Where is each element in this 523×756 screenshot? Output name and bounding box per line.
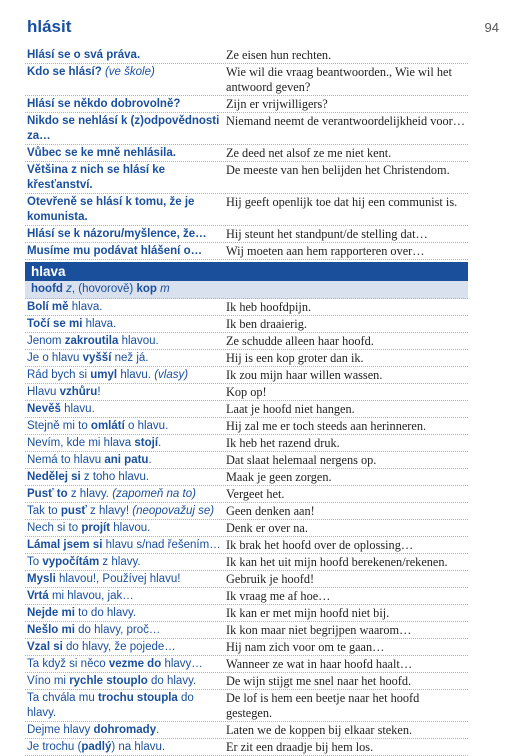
- phrase-row: [25, 418, 468, 435]
- phrase-row: [25, 656, 468, 673]
- czech-phrase: Víno mi rychle stouplo do hlavy.: [27, 675, 197, 687]
- gender-marker: m: [160, 283, 170, 295]
- dutch-translation: Maak je geen zorgen.: [226, 470, 332, 484]
- dutch-translation: Hij nam zich voor om te gaan…: [226, 640, 385, 654]
- czech-phrase: Nešlo mi do hlavy, proč…: [27, 624, 161, 636]
- dutch-translation: Zijn er vrijwilligers?: [226, 97, 328, 111]
- translation-word: kop: [136, 283, 157, 295]
- dutch-translation: Dat slaat helemaal nergens op.: [226, 453, 377, 467]
- czech-phrase: Nikdo se nehlásí k (z)odpovědnosti za…: [27, 115, 220, 142]
- czech-phrase: Nemá to hlavu ani patu.: [27, 454, 152, 466]
- phrase-row: [25, 194, 468, 226]
- phrase-row: [25, 96, 468, 113]
- czech-phrase: Dejme hlavy dohromady.: [27, 724, 160, 736]
- dutch-translation: Kop op!: [226, 385, 267, 399]
- phrase-row: [25, 588, 468, 605]
- czech-phrase: Hlásí se o svá práva.: [27, 49, 141, 61]
- dutch-translation: Hij zal me er toch steeds aan herinneren.: [226, 419, 427, 433]
- phrase-row: [25, 739, 468, 756]
- phrase-row: [25, 162, 468, 194]
- dutch-translation: Geen denken aan!: [226, 504, 315, 518]
- czech-phrase: Tak to pusť z hlavy! (neopovažuj se): [27, 505, 215, 517]
- phrase-row: [25, 243, 468, 260]
- czech-phrase: Většina z nich se hlásí ke křesťanství.: [27, 164, 166, 191]
- czech-phrase: Hlásí se k názoru/myšlence, že…: [27, 228, 207, 240]
- dutch-translation: Ik kan het uit mijn hoofd berekenen/rekenen.: [226, 555, 448, 569]
- czech-phrase: Otevřeně se hlásí k tomu, že je komunista.: [27, 196, 195, 223]
- page-number: 94: [484, 20, 499, 35]
- dutch-translation: Ze eisen hun rechten.: [226, 48, 332, 62]
- dutch-translation: Ze schudde alleen haar hoofd.: [226, 334, 374, 348]
- phrase-row: [25, 673, 468, 690]
- phrase-row: [25, 299, 468, 316]
- dutch-translation: Denk er over na.: [226, 521, 308, 535]
- czech-phrase: Jenom zakroutila hlavou.: [27, 335, 159, 347]
- phrase-row: [25, 333, 468, 350]
- dutch-translation: Ik vraag me af hoe…: [226, 589, 331, 603]
- dutch-translation: Wie wil die vraag beantwoorden., Wie wil het antwoord geven?: [226, 65, 452, 94]
- phrase-row: [25, 384, 468, 401]
- dutch-translation: De lof is hem een beetje naar het hoofd gestegen.: [226, 691, 420, 720]
- phrase-row: [25, 145, 468, 162]
- translation-word: hoofd: [31, 283, 63, 295]
- dutch-translation: Wij moeten aan hem rapporteren over…: [226, 244, 425, 258]
- phrase-row: [25, 554, 468, 571]
- phrase-row: [25, 469, 468, 486]
- dutch-translation: Ik heb het razend druk.: [226, 436, 340, 450]
- phrase-row: [25, 571, 468, 588]
- phrase-row: [25, 367, 468, 384]
- phrase-row: [25, 316, 468, 333]
- czech-phrase: Bolí mě hlava.: [27, 301, 103, 313]
- czech-phrase: Musíme mu podávat hlášení o…: [27, 245, 203, 257]
- dutch-translation: Hij geeft openlijk toe dat hij een communist is.: [226, 195, 458, 209]
- translation-register: , (hovorově): [71, 283, 134, 295]
- phrase-row: [25, 537, 468, 554]
- dutch-translation: De wijn stijgt me snel naar het hoofd.: [226, 674, 412, 688]
- entry-title: hlava: [25, 262, 468, 281]
- czech-phrase: Ta když si něco vezme do hlavy…: [27, 658, 203, 670]
- phrase-row: [25, 520, 468, 537]
- czech-phrase: Nedělej si z toho hlavu.: [27, 471, 150, 483]
- dutch-translation: Ik kon maar niet begrijpen waarom…: [226, 623, 412, 637]
- phrase-row: [25, 722, 468, 739]
- czech-phrase: Lámal jsem si hlavu s/nad řešením…: [27, 539, 221, 551]
- phrase-row: [25, 113, 468, 145]
- dutch-translation: Ik ben draaierig.: [226, 317, 307, 331]
- dutch-translation: Hij steunt het standpunt/de stelling dat…: [226, 227, 428, 241]
- dutch-translation: Ik brak het hoofd over de oplossing…: [226, 538, 414, 552]
- dutch-translation: Ik zou mijn haar willen wassen.: [226, 368, 383, 382]
- phrase-row: [25, 452, 468, 469]
- dutch-translation: Ik kan er met mijn hoofd niet bij.: [226, 606, 390, 620]
- gender-marker: z: [66, 283, 72, 295]
- czech-phrase: Vrtá mi hlavou, jak…: [27, 590, 134, 602]
- phrase-row: [25, 64, 468, 96]
- dutch-translation: Hij is een kop groter dan ik.: [226, 351, 364, 365]
- czech-phrase: Vůbec se ke mně nehlásila.: [27, 147, 176, 159]
- entry-translation: [25, 281, 468, 299]
- czech-phrase: Rád bych si umyl hlavu. (vlasy): [27, 369, 189, 381]
- phrase-row: [25, 622, 468, 639]
- czech-phrase: Je o hlavu vyšší než já.: [27, 352, 149, 364]
- czech-phrase: Nech si to projít hlavou.: [27, 522, 151, 534]
- czech-phrase: Nevěš hlavu.: [27, 403, 95, 415]
- czech-phrase: Je trochu (padlý) na hlavu.: [27, 741, 166, 753]
- dutch-translation: Ik heb hoofdpijn.: [226, 300, 312, 314]
- dutch-translation: Gebruik je hoofd!: [226, 572, 315, 586]
- czech-phrase: Kdo se hlásí? (ve škole): [27, 66, 155, 78]
- page-headword: hlásit: [27, 17, 72, 36]
- czech-phrase: Nevím, kde mi hlava stojí.: [27, 437, 162, 449]
- dutch-translation: Laat je hoofd niet hangen.: [226, 402, 355, 416]
- phrase-row: [25, 605, 468, 622]
- phrase-row: [25, 47, 468, 64]
- phrase-row: [25, 226, 468, 243]
- dutch-translation: De meeste van hen belijden het Christendom.: [226, 163, 450, 177]
- dutch-translation: Er zit een draadje bij hem los.: [226, 740, 374, 754]
- dutch-translation: Wanneer ze wat in haar hoofd haalt…: [226, 657, 413, 671]
- czech-phrase: Ta chvála mu trochu stoupla do hlavy.: [27, 692, 194, 719]
- dutch-translation: Ze deed net alsof ze me niet kent.: [226, 146, 392, 160]
- dutch-translation: Vergeet het.: [226, 487, 285, 501]
- czech-phrase: Mysli hlavou!, Používej hlavu!: [27, 573, 181, 585]
- phrase-row: [25, 639, 468, 656]
- czech-phrase: To vypočítám z hlavy.: [27, 556, 141, 568]
- dutch-translation: Niemand neemt de verantwoordelijkheid voor…: [226, 114, 466, 128]
- phrase-row: [25, 486, 468, 503]
- phrase-row: [25, 350, 468, 367]
- czech-phrase: Pusť to z hlavy. (zapomeň na to): [27, 488, 196, 500]
- czech-phrase: Točí se mi hlava.: [27, 318, 117, 330]
- czech-phrase: Hlavu vzhůru!: [27, 386, 101, 398]
- entry-hlasit: [25, 47, 468, 260]
- entry-hlava: [25, 262, 468, 756]
- phrase-row: [25, 435, 468, 452]
- phrase-row: [25, 690, 468, 722]
- czech-phrase: Stejně mi to omlátí o hlavu.: [27, 420, 169, 432]
- czech-phrase: Vzal si do hlavy, že pojede…: [27, 641, 176, 653]
- phrase-row: [25, 401, 468, 418]
- czech-phrase: Hlásí se někdo dobrovolně?: [27, 98, 181, 110]
- phrase-row: [25, 503, 468, 520]
- dutch-translation: Laten we de koppen bij elkaar steken.: [226, 723, 413, 737]
- czech-phrase: Nejde mi to do hlavy.: [27, 607, 137, 619]
